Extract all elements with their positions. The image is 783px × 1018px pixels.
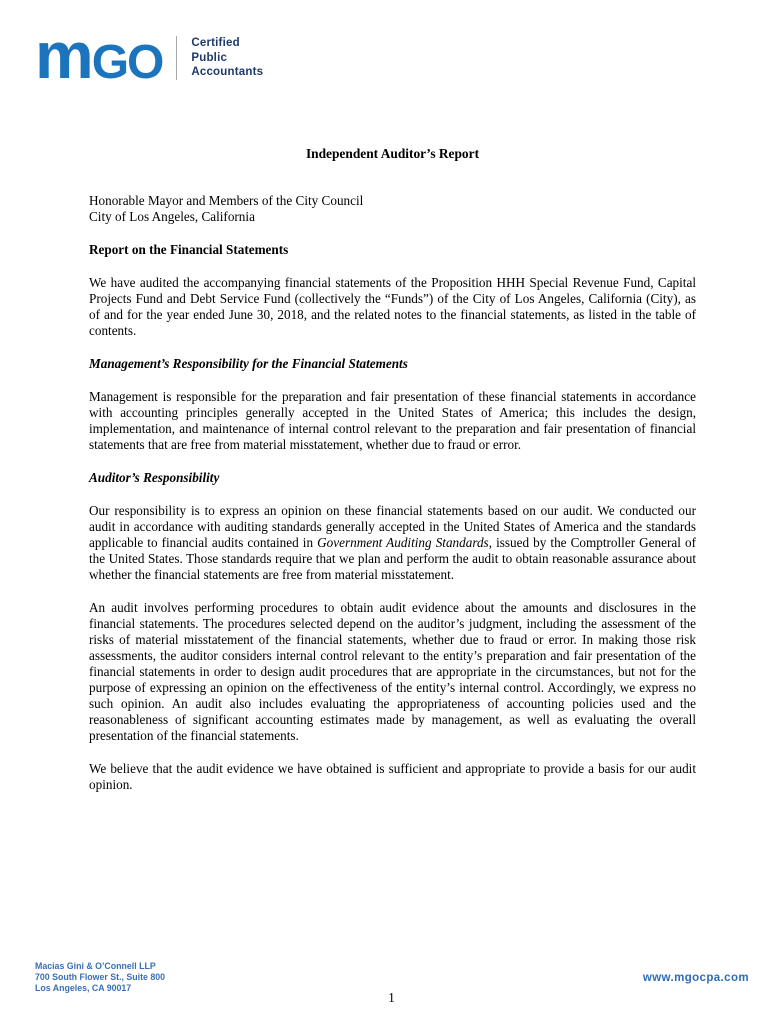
paragraph-management: Management is responsible for the preparation and fair presentation of these financial statements in accordance with accounting principles generally accepted in the United States of America; this includes the design, implementation, and maintenance of internal control relevant to the preparation and fair presentation of financial statements that are free from material misstatement, whether due to fraud or error. bbox=[89, 389, 696, 452]
logo-divider bbox=[176, 36, 177, 80]
paragraph-auditor-part1: Our responsibility is to express an opinion on these financial statements based on our audit. We conducted our audit in accordance with auditing standards generally accepted in the United States of America and the standards applicable to financial audits contained in bbox=[89, 503, 696, 550]
mgo-logo bbox=[35, 18, 163, 92]
paragraph-intro: We have audited the accompanying financial statements of the Proposition HHH Special Revenue Fund, Capital Projects Fund and Debt Service Fund (collectively the “Funds”) of the City of Los Angeles, California (City), as of and for the year ended June 30, 2018, and the related notes to the financial statements, as listed in the table of contents. bbox=[89, 275, 696, 338]
letterhead bbox=[35, 18, 264, 92]
mgo-logo-go: GO bbox=[91, 36, 163, 89]
paragraph-auditor-responsibility bbox=[89, 503, 696, 583]
firm-name: Macias Gini & O’Connell LLP bbox=[35, 961, 156, 971]
section-heading-management-responsibility: Management’s Responsibility for the Financial Statements bbox=[89, 356, 408, 371]
website-link[interactable]: www.mgocpa.com bbox=[642, 972, 749, 984]
section-heading-report-on-financial-statements: Report on the Financial Statements bbox=[89, 242, 289, 257]
page-number: 1 bbox=[388, 990, 395, 1005]
firm-address-block bbox=[35, 961, 165, 993]
paragraph-audit-opinion-basis: We believe that the audit evidence we have obtained is sufficient and appropriate to provide a basis for our audit opinion. bbox=[89, 761, 696, 792]
tagline-line-accountants: Accountants bbox=[191, 66, 264, 78]
paragraph-auditor-part2: , issued by the Comptroller General of the United States. Those standards require that we plan and perform the audit to obtain reasonable assurance about whether the financial statements are free from material misstatement. bbox=[89, 535, 696, 582]
addressee-line-1: Honorable Mayor and Members of the City Council bbox=[89, 193, 364, 208]
tagline-line-public: Public bbox=[191, 51, 228, 64]
mgo-logo-m: m bbox=[35, 18, 92, 92]
addressee-line-2: City of Los Angeles, California bbox=[89, 209, 255, 224]
firm-city-state-zip: Los Angeles, CA 90017 bbox=[35, 982, 132, 993]
firm-street-address: 700 South Flower St., Suite 800 bbox=[35, 971, 166, 982]
report-body bbox=[89, 146, 696, 793]
government-auditing-standards-italic: Government Auditing Standards bbox=[317, 535, 489, 550]
report-title: Independent Auditor’s Report bbox=[305, 146, 480, 161]
section-heading-auditor-responsibility: Auditor’s Responsibility bbox=[89, 470, 220, 485]
logo-tagline bbox=[191, 30, 263, 80]
tagline-line-certified: Certified bbox=[191, 37, 240, 49]
paragraph-audit-procedures: An audit involves performing procedures to obtain audit evidence about the amounts and disclosures in the financial statements. The procedures selected depend on the auditor’s judgment, including the assessment of the risks of material misstatement of the financial statements, whether due to fraud or error. In making those risk assessments, the auditor considers internal control relevant to the entity’s preparation and fair presentation of the financial statements in order to design audit procedures that are appropriate in the circumstances, but not for the purpose of expressing an opinion on the effectiveness of the entity’s internal control. Accordingly, we express no such opinion. An audit also includes evaluating the appropriateness of accounting policies used and the reasonableness of significant accounting estimates made by management, as well as evaluating the overall presentation of the financial statements. bbox=[89, 600, 696, 743]
addressee-block bbox=[89, 193, 696, 225]
